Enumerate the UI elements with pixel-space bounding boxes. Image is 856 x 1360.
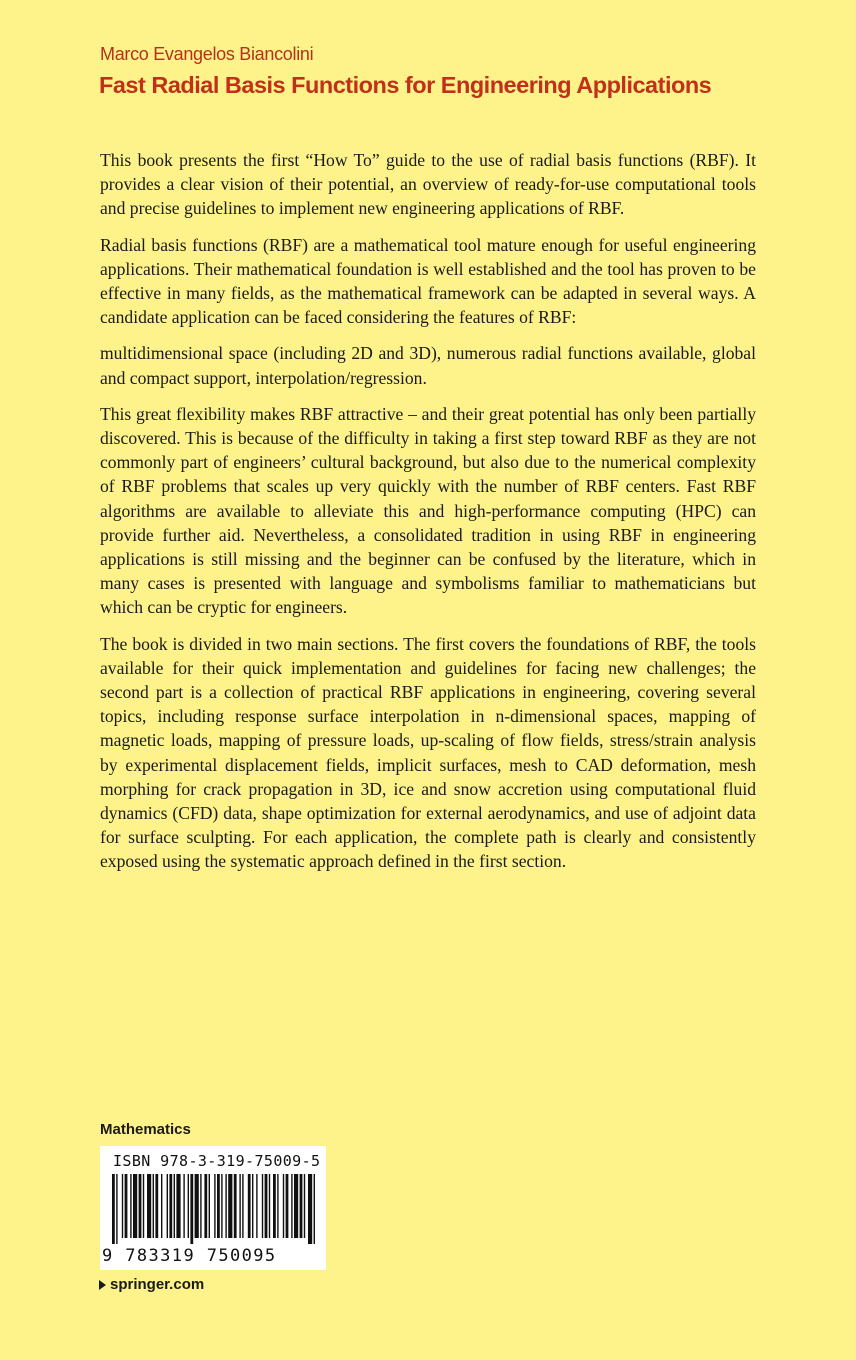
subject-category: Mathematics xyxy=(100,1121,191,1138)
barcode-bar xyxy=(209,1174,210,1238)
barcode-bar xyxy=(273,1174,276,1238)
blurb-paragraph: The book is divided in two main sections. The first covers the foundations of RBF, the tools available for their quick implementation and guidelines for facing new challenges; the second part is a collection of practical RBF applications in engineering, covering several topics, including response surface interpolation in n-dimensional spaces, mapping of magnetic loads, mapping of pressure loads, up-scaling of flow fields, stress/strain analysis by experimental displacement fields, implicit surfaces, mesh to CAD deformation, mesh morphing for crack propagation in 3D, ice and snow accretion using computational fluid dynamics (CFD) data, shape optimization for external aerodynamics, and use of adjoint data for surface sculpting. For each application, the complete path is clearly and consistently exposed using the systematic approach defined in the first section. xyxy=(100,633,756,872)
barcode-bar xyxy=(133,1174,137,1238)
barcode-digits: 9 783319 750095 xyxy=(102,1246,277,1266)
barcode-bar xyxy=(283,1174,284,1238)
barcode-bar xyxy=(234,1174,237,1238)
book-title: Fast Radial Basis Functions for Engineering Applications xyxy=(99,72,712,98)
barcode-bar xyxy=(300,1174,303,1238)
barcode-bar xyxy=(262,1174,263,1238)
barcode-bar xyxy=(200,1174,201,1238)
barcode-bar xyxy=(308,1174,312,1244)
barcode-bar xyxy=(228,1174,232,1238)
blurb xyxy=(100,148,756,886)
blurb-paragraph: multidimensional space (including 2D and 3D), numerous radial functions available, global and compact support, interpolation/regression. xyxy=(100,343,756,388)
barcode-bar xyxy=(265,1174,268,1238)
barcode-bar xyxy=(143,1174,144,1238)
barcode-bar xyxy=(195,1174,199,1238)
barcode-bar xyxy=(291,1174,292,1238)
barcode-bar xyxy=(122,1174,123,1238)
barcode-bar xyxy=(239,1174,240,1238)
barcode-bar xyxy=(248,1174,251,1238)
barcode-bar xyxy=(125,1174,128,1238)
barcode-bar xyxy=(204,1174,207,1238)
barcode-bar xyxy=(188,1174,189,1238)
barcode-bar xyxy=(112,1174,115,1244)
barcode-bar xyxy=(269,1174,270,1238)
barcode-bar xyxy=(256,1174,257,1238)
barcode-bar xyxy=(277,1174,278,1238)
barcode-bar xyxy=(225,1174,226,1238)
barcode-bar xyxy=(286,1174,289,1238)
barcode-bar xyxy=(130,1174,131,1238)
barcode-bar xyxy=(252,1174,253,1238)
barcode-bar xyxy=(242,1174,243,1238)
barcode-bar xyxy=(176,1174,180,1238)
barcode-bars xyxy=(110,1174,316,1244)
barcode-bar xyxy=(314,1174,315,1244)
barcode-bar xyxy=(304,1174,305,1238)
barcode-bar xyxy=(221,1174,222,1238)
author-name: Marco Evangelos Biancolini xyxy=(100,44,314,64)
barcode-bar xyxy=(294,1174,298,1238)
barcode-bar xyxy=(169,1174,172,1238)
barcode-bar xyxy=(214,1174,215,1238)
website-label: springer.com xyxy=(110,1276,205,1293)
blurb-paragraph: This great flexibility makes RBF attractive – and their great potential has only been partially discovered. This is because of the difficulty in taking a first step toward RBF as they are not commonly part of engineers’ cultural background, but also due to the numerical complexity of RBF problems that scales up very quickly with the number of RBF centers. Fast RBF algorithms are available to alleviate this and high-performance computing (HPC) can provide further aid. Nevertheless, a consolidated tradition in using RBF in engineering applications is still missing and the beginner can be confused by the literature, which in many cases is presented with language and symbolisms familiar to mathematicians but which can be cryptic for engineers. xyxy=(100,403,756,618)
blurb-paragraph: Radial basis functions (RBF) are a mathematical tool mature enough for useful engineering applications. Their mathematical foundation is well established and the tool has proven to be effective in many fields, as the mathematical framework can be adapted in several ways. A candidate application can be faced considering the features of RBF: xyxy=(100,234,756,328)
publisher-link[interactable] xyxy=(99,1276,204,1293)
barcode-bar xyxy=(155,1174,158,1238)
barcode-bar xyxy=(183,1174,184,1238)
barcode-bar xyxy=(116,1174,117,1244)
isbn-barcode xyxy=(100,1146,326,1270)
play-arrow-icon xyxy=(99,1280,106,1290)
barcode-bar xyxy=(161,1174,162,1238)
barcode-bar xyxy=(147,1174,151,1238)
barcode-bar xyxy=(139,1174,142,1238)
isbn-label: ISBN 978-3-319-75009-5 xyxy=(113,1152,321,1170)
barcode-bar xyxy=(217,1174,220,1238)
barcode-bar xyxy=(153,1174,154,1238)
barcode-bar xyxy=(190,1174,193,1244)
barcode-bar xyxy=(167,1174,168,1238)
barcode-bar xyxy=(174,1174,175,1238)
blurb-paragraph: This book presents the first “How To” guide to the use of radial basis functions (RBF). It provides a clear vision of their potential, an overview of ready-for-use computational tools and precise guidelines to implement new engineering applications of RBF. xyxy=(100,150,756,219)
